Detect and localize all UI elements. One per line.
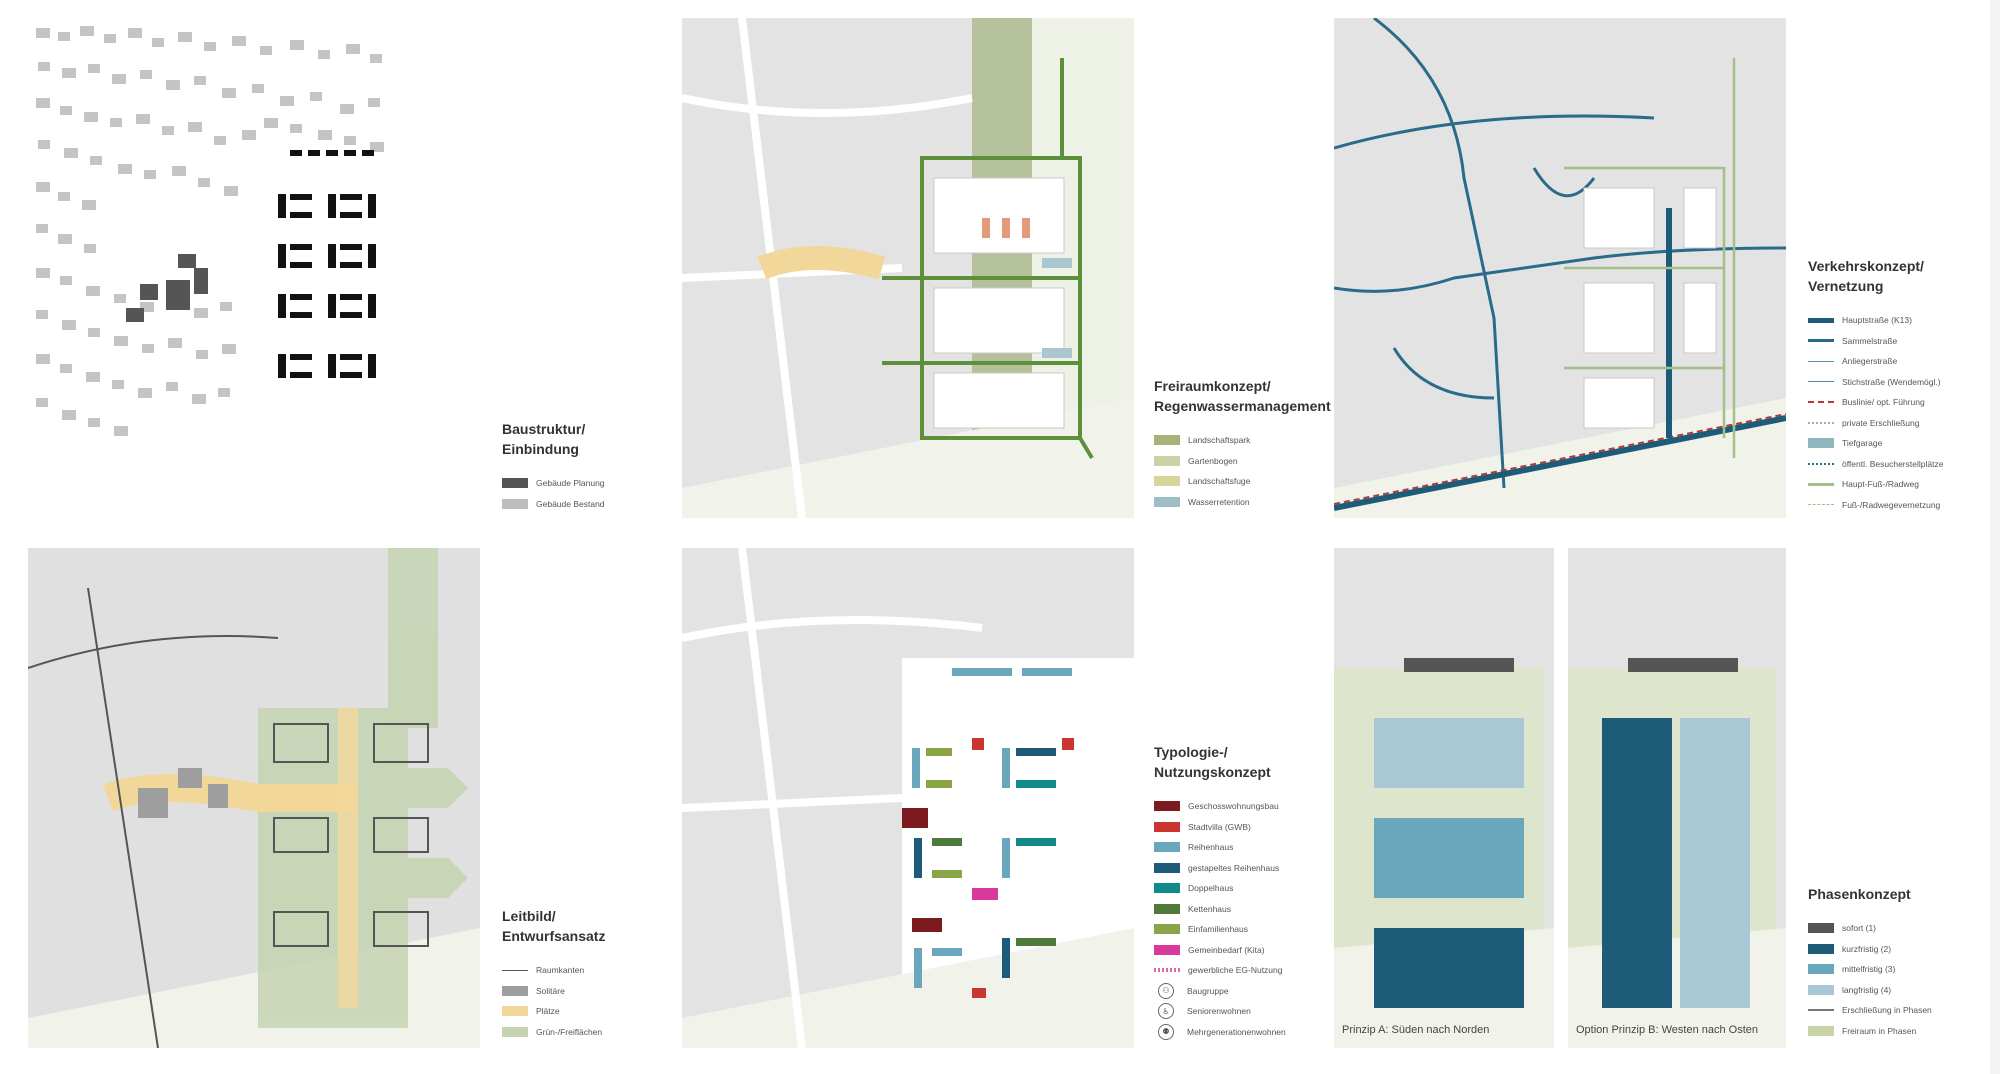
legend-item: sofort (1) xyxy=(1808,918,1932,938)
title-typologie: Typologie-/ Nutzungskonzept xyxy=(1154,744,1271,780)
title-leitbild: Leitbild/ Entwurfsansatz xyxy=(502,908,606,944)
legend-item: kurzfristig (2) xyxy=(1808,939,1932,959)
legend-item: Kettenhaus xyxy=(1154,899,1286,919)
legend-item: ⚇ Baugruppe xyxy=(1154,981,1286,1001)
legend-item: Wasserretention xyxy=(1154,492,1331,512)
map-typologie xyxy=(682,548,1134,1048)
legend-item: langfristig (4) xyxy=(1808,980,1932,1000)
legend-item: ⚉ Mehrgenerationenwohnen xyxy=(1154,1022,1286,1042)
legend-leitbild xyxy=(502,906,605,1042)
title-baustruktur: Baustruktur/ Einbindung xyxy=(502,421,586,457)
legend-item: Landschaftsfuge xyxy=(1154,471,1331,491)
legend-baustruktur xyxy=(502,419,605,514)
map-phasen-a xyxy=(1334,548,1554,1048)
legend-item: Sammelstraße xyxy=(1808,331,1943,351)
legend-item: Anliegerstraße xyxy=(1808,351,1943,371)
legend-item: Buslinie/ opt. Führung xyxy=(1808,392,1943,412)
legend-item: Doppelhaus xyxy=(1154,878,1286,898)
legend-item: mittelfristig (3) xyxy=(1808,959,1932,979)
baugruppe-icon: ⚇ xyxy=(1158,983,1174,999)
legend-freiraum xyxy=(1154,376,1331,512)
map-phasen-b-svg xyxy=(1568,548,1786,1048)
legend-item: Solitäre xyxy=(502,981,605,1001)
legend-item: Gartenbogen xyxy=(1154,451,1331,471)
page-edge-strip xyxy=(1990,0,2000,1074)
legend-item: gestapeltes Reihenhaus xyxy=(1154,858,1286,878)
legend-item: öffentl. Besucherstellplätze xyxy=(1808,454,1943,474)
legend-item: Freiraum in Phasen xyxy=(1808,1021,1932,1041)
legend-item: private Erschließung xyxy=(1808,413,1943,433)
map-phasen-b xyxy=(1568,548,1786,1048)
map-phasen-a-svg xyxy=(1334,548,1554,1048)
legend-item: Gebäude Bestand xyxy=(502,494,605,514)
map-baustruktur xyxy=(28,18,396,446)
legend-item: Plätze xyxy=(502,1001,605,1021)
legend-item: gewerbliche EG-Nutzung xyxy=(1154,960,1286,980)
legend-item: Haupt-Fuß-/Radweg xyxy=(1808,474,1943,494)
legend-item: Einfamilienhaus xyxy=(1154,919,1286,939)
mehrgenerationen-icon: ⚉ xyxy=(1158,1024,1174,1040)
title-freiraum: Freiraumkonzept/ Regenwassermanagement xyxy=(1154,378,1331,414)
legend-item: Geschosswohnungsbau xyxy=(1154,796,1286,816)
legend-item: Fuß-/Radwegevernetzung xyxy=(1808,495,1943,515)
legend-verkehr xyxy=(1808,256,1943,515)
legend-item: Stadtvilla (GWB) xyxy=(1154,817,1286,837)
legend-item: Landschaftspark xyxy=(1154,430,1331,450)
map-leitbild xyxy=(28,548,480,1048)
title-verkehr: Verkehrskonzept/ Vernetzung xyxy=(1808,258,1924,294)
legend-typologie xyxy=(1154,742,1286,1042)
caption-phasen-a: Prinzip A: Süden nach Norden xyxy=(1342,1024,1490,1036)
legend-item: Reihenhaus xyxy=(1154,837,1286,857)
legend-item: Raumkanten xyxy=(502,960,605,980)
title-phasen: Phasenkonzept xyxy=(1808,886,1911,902)
map-leitbild-svg xyxy=(28,548,480,1048)
legend-item: Grün-/Freiflächen xyxy=(502,1022,605,1042)
legend-item: Erschließung in Phasen xyxy=(1808,1000,1932,1020)
map-baustruktur-svg xyxy=(28,18,396,446)
map-freiraum xyxy=(682,18,1134,518)
map-freiraum-svg xyxy=(682,18,1134,518)
legend-item: Stichstraße (Wendemögl.) xyxy=(1808,372,1943,392)
map-typologie-svg xyxy=(682,548,1134,1048)
map-verkehr-svg xyxy=(1334,18,1786,518)
legend-item: Tiefgarage xyxy=(1808,433,1943,453)
legend-item: Hauptstraße (K13) xyxy=(1808,310,1943,330)
caption-phasen-b: Option Prinzip B: Westen nach Osten xyxy=(1576,1024,1758,1036)
map-verkehr xyxy=(1334,18,1786,518)
legend-item: ♿ Seniorenwohnen xyxy=(1154,1001,1286,1021)
legend-phasen xyxy=(1808,884,1932,1041)
senioren-icon: ♿ xyxy=(1158,1003,1174,1019)
legend-item: Gebäude Planung xyxy=(502,473,605,493)
legend-item: Gemeinbedarf (Kita) xyxy=(1154,940,1286,960)
